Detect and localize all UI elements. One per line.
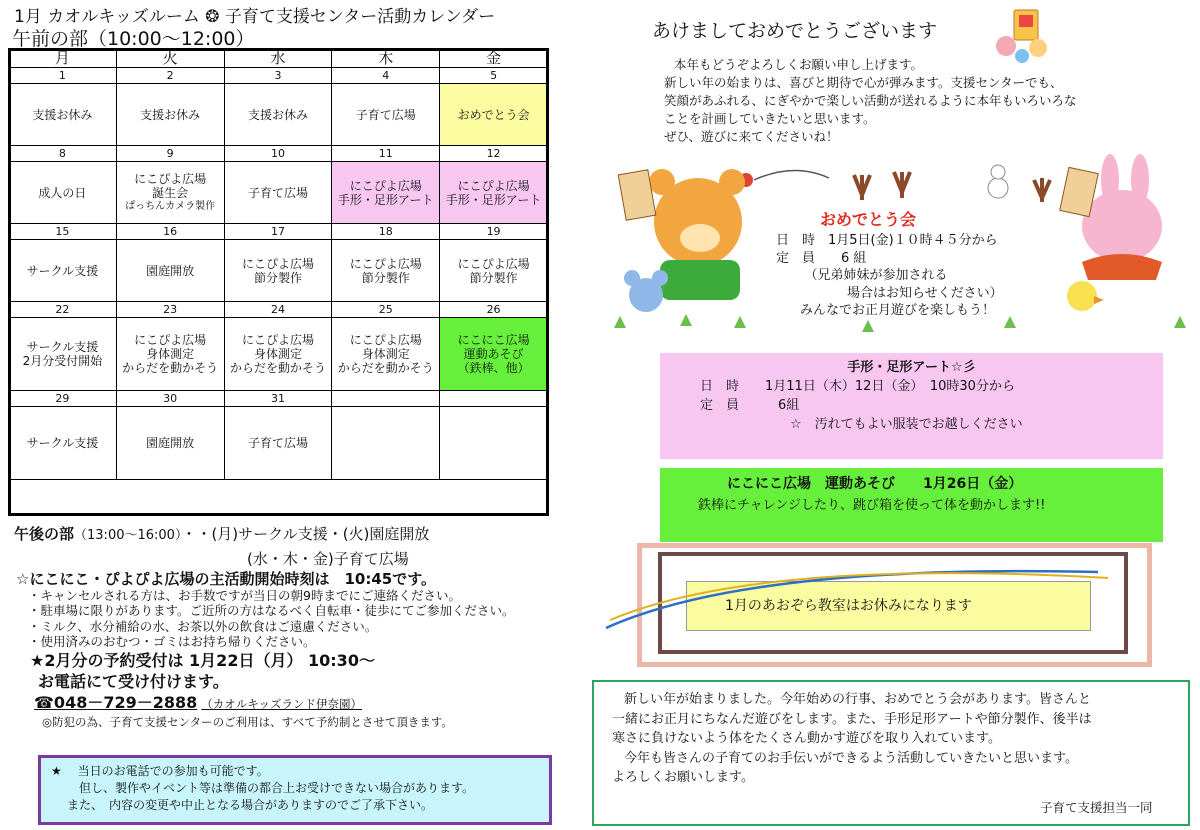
day-number — [332, 391, 440, 407]
swoosh-blue — [606, 571, 1098, 628]
greeting-line: 新しい年の始まりは、喜びと期待で心が弾みます。支援センターでも、 — [664, 75, 1063, 90]
week-4-dates — [9, 302, 548, 318]
info-line: また、 内容の変更や中止となる場合がありますのでご了承下さい。 — [67, 798, 434, 812]
nikoniko-title: にこにこ広場 運動あそび 1月26日（金） — [727, 476, 1023, 492]
omedetou-title: おめでとう会 — [820, 210, 917, 229]
swoosh-gold — [610, 573, 1108, 620]
phone-note: （カオルキッズランド伊奈園） — [201, 696, 363, 711]
week-2-events — [9, 162, 548, 224]
day-number: 22 — [9, 302, 117, 318]
day-event — [332, 240, 440, 302]
day-number: 19 — [440, 224, 548, 240]
security-note: ◎防犯の為、子育て支援センターのご利用は、すべて予約制とさせて頂きます。 — [42, 714, 453, 729]
tel-line — [16, 692, 576, 715]
event-line: サークル支援 — [26, 436, 99, 450]
event-line: にこぴよ広場 — [457, 256, 530, 271]
tegata-box — [660, 353, 1163, 459]
notice-item: ・キャンセルされる方は、お手数ですが当日の朝9時までにご連絡ください。 — [28, 587, 461, 603]
pm-session-line2: (水・木・金)子育て広場 — [247, 550, 409, 568]
event-line: 園庭開放 — [146, 263, 195, 278]
day-number: 12 — [440, 146, 548, 162]
day-number: 31 — [224, 391, 332, 407]
day-number: 17 — [224, 224, 332, 240]
pm-session-label: 午後の部 — [14, 525, 75, 543]
pm-session-time: （13:00～16:00） — [74, 528, 182, 543]
day-event — [224, 84, 332, 146]
week-4-events — [9, 318, 548, 391]
omedetou-line: 場合はお知らせください） — [808, 285, 1003, 301]
event-line: からだを動かそう — [229, 361, 326, 375]
event-line: 成人の日 — [38, 185, 87, 200]
event-line: 支援お休み — [32, 107, 93, 122]
event-line: からだを動かそう — [122, 361, 219, 375]
day-event-highlight — [440, 318, 548, 391]
event-line: 手形・足形アート — [337, 192, 434, 207]
greeting-line: 笑顔があふれる、にぎやかで楽しい活動が送れるように本年もいろいろな — [664, 93, 1077, 108]
tegata-title: 手形・足形アート☆彡 — [847, 360, 976, 375]
day-number: 9 — [116, 146, 224, 162]
day-event — [116, 318, 224, 391]
closing-line: 寒さに負けないよう体をたくさん動かす遊びを取り入れています。 — [612, 731, 1001, 746]
day-number: 10 — [224, 146, 332, 162]
weekday-header-row — [9, 49, 548, 68]
event-line: 子育て広場 — [247, 185, 308, 200]
day-event — [224, 407, 332, 480]
event-line: 節分製作 — [361, 270, 410, 285]
day-number: 29 — [9, 391, 117, 407]
day-number: 18 — [332, 224, 440, 240]
event-line: 2月分受付開始 — [22, 354, 103, 368]
info-line: 但し、製作やイベント等は準備の都合上お受けできない場合があります。 — [79, 781, 475, 795]
reservation-line1: ★2月分の予約受付は 1月22日（月） 10:30～ — [30, 650, 375, 670]
event-line: 誕生会 — [152, 185, 189, 200]
day-event — [9, 162, 117, 224]
tegata-date: 日 時 1月11日（木）12日（金） 10時30分から — [700, 379, 1015, 394]
tegata-capacity: 定 員 6組 — [700, 398, 800, 413]
event-line: 支援お休み — [140, 107, 201, 122]
day-event — [116, 84, 224, 146]
closing-line: よろしくお願いします。 — [612, 770, 754, 785]
day-event — [224, 318, 332, 391]
bear-face — [996, 36, 1016, 56]
omedetou-line: 定 員 6 組 — [776, 250, 867, 266]
weekday-fri: 金 — [440, 49, 548, 68]
closing-line: 今年も皆さんの子育てのお手伝いができるよう活動していきたいと思います。 — [624, 750, 1078, 766]
week-2-dates — [9, 146, 548, 162]
aozora-notice: 1月のあおぞら教室はお休みになります — [686, 581, 1091, 631]
day-number: 23 — [116, 302, 224, 318]
week-1-events — [9, 84, 548, 146]
day-number: 1 — [9, 68, 117, 84]
kite-pattern — [1019, 15, 1033, 27]
trees — [854, 172, 1050, 202]
pm-session-line1: ・・(月)サークル支援・(火)園庭開放 — [181, 525, 430, 543]
event-line: 園庭開放 — [146, 436, 195, 450]
greeting-line: 本年もどうぞよろしくお願い申し上げます。 — [674, 57, 924, 72]
day-event — [332, 84, 440, 146]
omedetou-line: （兄弟姉妹が参加される — [798, 268, 948, 283]
event-line: 運動あそび — [463, 347, 524, 361]
day-event — [332, 407, 440, 480]
signature: 子育て支援担当一同 — [1040, 800, 1153, 815]
activity-calendar — [8, 48, 548, 480]
weekday-wed: 水 — [224, 49, 332, 68]
day-event — [440, 407, 548, 480]
greeting-line: ことを計画していきたいと思います。 — [664, 111, 876, 126]
event-line: （鉄棒、他） — [457, 361, 530, 375]
notice-item: ・ミルク、水分補給の水、お茶以外の飲食はご遠慮ください。 — [28, 618, 378, 634]
omedetou-details — [776, 232, 1003, 320]
day-event — [332, 318, 440, 391]
info-line: ★ 当日のお電話での参加も可能です。 — [51, 764, 269, 778]
greeting-title: あけましておめでとうございます — [652, 20, 938, 42]
event-line: おめでとう会 — [457, 107, 530, 122]
event-line: 手形・足形アート — [445, 192, 542, 207]
event-line: 身体測定 — [361, 347, 410, 361]
event-line: にこにこ広場 — [457, 333, 530, 347]
nikoniko-desc: 鉄棒にチャレンジしたり、跳び箱を使って体を動かします!! — [698, 498, 1046, 513]
day-event-highlight — [332, 162, 440, 224]
day-event-highlight — [440, 162, 548, 224]
event-line: にこぴよ広場 — [134, 333, 207, 347]
tegata-note: ☆ 汚れてもよい服装でお越しください — [790, 417, 1023, 432]
rabbit-character — [1060, 154, 1162, 280]
event-line: にこぴよ広場 — [349, 333, 422, 347]
day-number: 5 — [440, 68, 548, 84]
day-event — [9, 407, 117, 480]
day-event — [440, 240, 548, 302]
mouse-character — [624, 270, 668, 312]
day-event — [224, 240, 332, 302]
event-line: にこぴよ広場 — [349, 178, 422, 193]
event-line: 節分製作 — [469, 270, 518, 285]
day-number: 16 — [116, 224, 224, 240]
day-event — [116, 162, 224, 224]
weekday-tue: 火 — [116, 49, 224, 68]
reservation-line2: お電話にて受け付けます。 — [38, 671, 229, 691]
event-line: にこぴよ広場 — [241, 333, 314, 347]
week-3-dates — [9, 224, 548, 240]
weekday-thu: 木 — [332, 49, 440, 68]
day-event-highlight — [440, 84, 548, 146]
snowman — [988, 165, 1008, 198]
day-number: 3 — [224, 68, 332, 84]
event-line: にこぴよ広場 — [241, 256, 314, 271]
day-number: 26 — [440, 302, 548, 318]
info-box — [38, 755, 552, 825]
greeting-line: ぜひ、遊びに来てくださいね！ — [664, 129, 839, 144]
event-line: サークル支援 — [26, 263, 99, 278]
omedetou-line: 日 時 1月5日(金)１０時４５分から — [776, 233, 998, 248]
day-event — [9, 318, 117, 391]
closing-line: 新しい年が始まりました。今年始めの行事、おめでとう会があります。皆さんと — [624, 692, 1091, 707]
closing-line: 一緒にお正月にちなんだ遊びをします。また、手形足形アートや節分製作、後半は — [612, 711, 1092, 727]
event-line: 身体測定 — [146, 347, 195, 361]
event-line: 支援お休み — [247, 107, 308, 122]
omedetou-line: みんなでお正月遊びを楽しもう！ — [800, 303, 996, 318]
day-event — [116, 240, 224, 302]
day-number: 24 — [224, 302, 332, 318]
week-3-events — [9, 240, 548, 302]
notice-item: ・使用済みのおむつ・ゴミはお持ち帰りください。 — [28, 634, 316, 649]
event-line: 身体測定 — [253, 347, 302, 361]
event-line: サークル支援 — [26, 340, 99, 354]
day-event — [9, 84, 117, 146]
week-5-events — [9, 407, 548, 480]
am-session-label: 午前の部（10:00～12:00） — [12, 28, 255, 50]
day-number: 11 — [332, 146, 440, 162]
notices-heading: ☆にこにこ・ぴよぴよ広場の主活動開始時刻は 10:45です。 — [16, 570, 436, 588]
chick-character — [1067, 281, 1104, 311]
event-line: 子育て広場 — [247, 436, 308, 450]
day-event — [116, 407, 224, 480]
swoosh-decoration — [598, 560, 1118, 634]
string-line — [754, 170, 829, 180]
pm-session — [14, 523, 429, 544]
week-1-dates — [9, 68, 548, 84]
nikoniko-box — [660, 468, 1163, 542]
event-line: ぱっちんカメラ製作 — [125, 200, 216, 212]
event-line: にこぴよ広場 — [134, 171, 207, 186]
day-number: 25 — [332, 302, 440, 318]
day-event — [9, 240, 117, 302]
event-line: 節分製作 — [253, 270, 302, 285]
phone-number: ☎048－729－2888 — [34, 692, 198, 712]
day-number: 8 — [9, 146, 117, 162]
day-number — [440, 391, 548, 407]
event-line: にこぴよ広場 — [457, 178, 530, 193]
day-number: 30 — [116, 391, 224, 407]
day-number: 4 — [332, 68, 440, 84]
greeting-text — [664, 56, 1134, 146]
event-line: 子育て広場 — [355, 107, 416, 122]
day-number: 2 — [116, 68, 224, 84]
notice-item: ・駐車場に限りがあります。ご近所の方はなるべく自転車・徒歩にてご参加ください。 — [28, 603, 515, 618]
notices — [16, 572, 576, 730]
day-number: 15 — [9, 224, 117, 240]
event-line: からだを動かそう — [337, 361, 434, 375]
calendar-title: 1月 カオルキッズルーム ❂ 子育て支援センター活動カレンダー — [14, 7, 496, 27]
day-event — [224, 162, 332, 224]
weekday-mon: 月 — [9, 49, 117, 68]
dog-face — [1029, 39, 1047, 57]
week-5-dates — [9, 391, 548, 407]
event-line: にこぴよ広場 — [349, 256, 422, 271]
